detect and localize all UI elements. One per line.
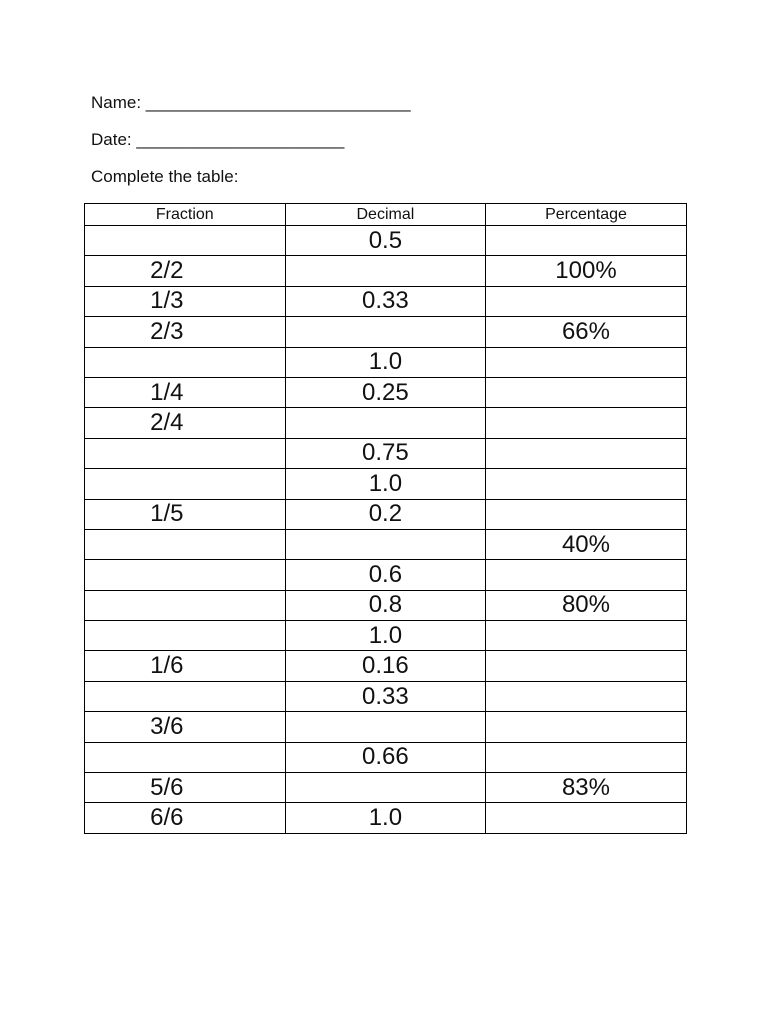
- table-row: [85, 286, 687, 316]
- fraction-cell-value: 2/4: [150, 409, 184, 437]
- decimal-cell-value: 1.0: [368, 348, 403, 376]
- decimal-cell: [285, 773, 486, 803]
- fraction-cell-value: 1/6: [150, 652, 184, 680]
- percentage-cell-value: 40%: [561, 530, 610, 558]
- percentage-cell: [486, 438, 687, 468]
- decimal-cell-value: 0.8: [368, 591, 403, 619]
- percentage-cell: [486, 773, 687, 803]
- decimal-cell: [285, 347, 486, 377]
- decimal-cell: [285, 803, 486, 833]
- percentage-cell-value: 66%: [561, 317, 610, 345]
- fraction-cell-value: 2/2: [150, 257, 184, 285]
- percentage-cell: [486, 681, 687, 711]
- table-row: [85, 529, 687, 559]
- fraction-cell: [85, 499, 286, 529]
- fraction-cell-value: 1/5: [150, 500, 184, 528]
- percentage-cell: [486, 803, 687, 833]
- fraction-cell: [85, 226, 286, 256]
- percentage-cell: [486, 347, 687, 377]
- decimal-cell: [285, 256, 486, 286]
- table-row: [85, 742, 687, 772]
- fraction-cell: [85, 438, 286, 468]
- percentage-cell: [486, 621, 687, 651]
- percentage-cell: [486, 651, 687, 681]
- fraction-cell: [85, 408, 286, 438]
- decimal-cell: [285, 469, 486, 499]
- fraction-cell-value: 1/3: [150, 287, 184, 315]
- percentage-cell: [486, 226, 687, 256]
- percentage-cell-value: 80%: [561, 591, 610, 619]
- header-percentage: Percentage: [486, 204, 687, 226]
- decimal-cell: [285, 317, 486, 347]
- table-row: [85, 377, 687, 407]
- table-row: [85, 803, 687, 833]
- fraction-cell: [85, 742, 286, 772]
- percentage-cell: [486, 712, 687, 742]
- percentage-cell: [486, 742, 687, 772]
- decimal-cell: [285, 499, 486, 529]
- fraction-cell: [85, 377, 286, 407]
- percentage-cell: [486, 560, 687, 590]
- decimal-cell: [285, 529, 486, 559]
- percentage-cell-value: 100%: [555, 257, 617, 285]
- decimal-cell-value: 0.66: [362, 743, 409, 771]
- decimal-cell: [285, 621, 486, 651]
- fraction-cell-value: 1/4: [150, 378, 184, 406]
- percentage-cell: [486, 408, 687, 438]
- table-row: [85, 347, 687, 377]
- table-row: [85, 226, 687, 256]
- decimal-cell-value: 0.33: [362, 682, 409, 710]
- table-row: [85, 469, 687, 499]
- table-row: [85, 712, 687, 742]
- percentage-cell-value: 83%: [561, 773, 610, 801]
- table-header-row: [85, 204, 687, 226]
- fraction-cell: [85, 347, 286, 377]
- table-body: [85, 226, 687, 834]
- decimal-cell: [285, 377, 486, 407]
- table-row: [85, 621, 687, 651]
- fraction-cell: [85, 256, 286, 286]
- fraction-cell: [85, 803, 286, 833]
- decimal-cell: [285, 590, 486, 620]
- percentage-cell: [486, 499, 687, 529]
- name-field-line: Name: ____________________________: [91, 93, 411, 112]
- decimal-cell-value: 0.5: [368, 226, 403, 254]
- percentage-cell: [486, 256, 687, 286]
- decimal-cell: [285, 681, 486, 711]
- decimal-cell: [285, 438, 486, 468]
- fraction-cell: [85, 469, 286, 499]
- fraction-cell: [85, 712, 286, 742]
- header-fraction: Fraction: [85, 204, 286, 226]
- table-row: [85, 438, 687, 468]
- fraction-cell: [85, 317, 286, 347]
- percentage-cell: [486, 286, 687, 316]
- fraction-cell: [85, 286, 286, 316]
- decimal-cell-value: 0.25: [362, 378, 409, 406]
- fraction-cell-value: 5/6: [150, 773, 184, 801]
- fraction-cell: [85, 529, 286, 559]
- decimal-cell: [285, 226, 486, 256]
- fraction-cell-value: 2/3: [150, 317, 184, 345]
- table-row: [85, 651, 687, 681]
- date-field-line: Date: ______________________: [91, 130, 345, 149]
- table-row: [85, 681, 687, 711]
- fraction-cell: [85, 773, 286, 803]
- percentage-cell: [486, 590, 687, 620]
- percentage-cell: [486, 529, 687, 559]
- fraction-cell: [85, 681, 286, 711]
- decimal-cell-value: 0.16: [362, 652, 409, 680]
- table-row: [85, 256, 687, 286]
- table-row: [85, 590, 687, 620]
- table-row: [85, 499, 687, 529]
- table-row: [85, 560, 687, 590]
- decimal-cell: [285, 408, 486, 438]
- fraction-cell: [85, 560, 286, 590]
- table-row: [85, 408, 687, 438]
- decimal-cell-value: 1.0: [368, 621, 403, 649]
- decimal-cell-value: 1.0: [368, 804, 403, 832]
- header-decimal: Decimal: [285, 204, 486, 226]
- percentage-cell: [486, 377, 687, 407]
- fraction-cell: [85, 651, 286, 681]
- fraction-cell-value: 3/6: [150, 712, 184, 740]
- decimal-cell: [285, 712, 486, 742]
- decimal-cell: [285, 651, 486, 681]
- decimal-cell-value: 1.0: [368, 469, 403, 497]
- decimal-cell: [285, 560, 486, 590]
- decimal-cell: [285, 742, 486, 772]
- decimal-cell-value: 0.2: [368, 500, 403, 528]
- decimal-cell-value: 0.6: [368, 560, 403, 588]
- fraction-decimal-percentage-table: [84, 203, 687, 834]
- percentage-cell: [486, 317, 687, 347]
- fraction-cell: [85, 590, 286, 620]
- decimal-cell-value: 0.75: [362, 439, 409, 467]
- fraction-cell: [85, 621, 286, 651]
- decimal-cell-value: 0.33: [362, 287, 409, 315]
- table-row: [85, 773, 687, 803]
- table-row: [85, 317, 687, 347]
- decimal-cell: [285, 286, 486, 316]
- percentage-cell: [486, 469, 687, 499]
- fraction-cell-value: 6/6: [150, 804, 184, 832]
- instructions: Complete the table:: [91, 167, 239, 186]
